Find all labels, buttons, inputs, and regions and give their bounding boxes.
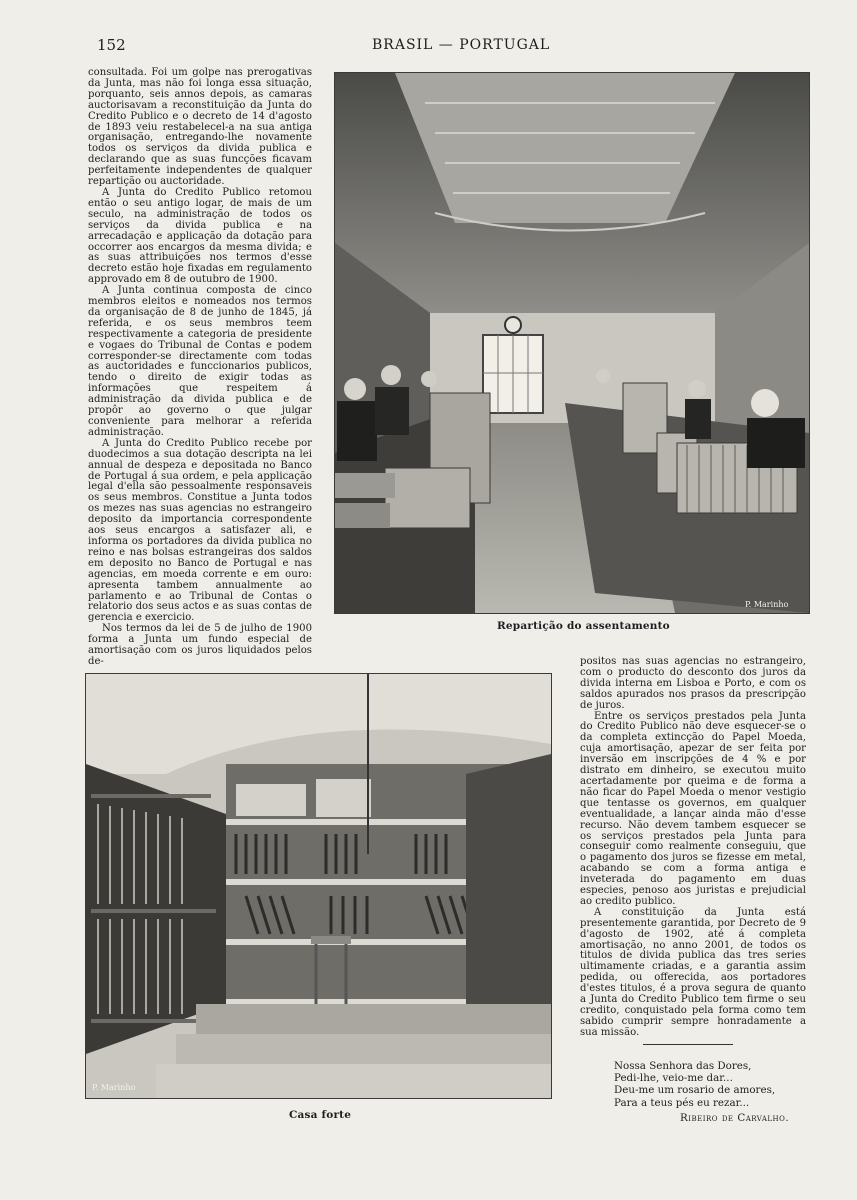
- poem-line: Deu-me um rosario de amores,: [614, 1084, 776, 1097]
- photo-office-corridor: [334, 72, 810, 614]
- paragraph: A Junta do Credito Publico recebe por duodecimos a sua dotação descripta na lei annual de despeza e depositada no Banco de Portugal á sua ordem, e pela applicação legal d'ella são pessoalmente responsaveis os seus membros. Constitue a Junta todos os mezes nas suas agencias no estrangeiro deposito da importancia correspondente aos seus encargos a satisfazer ali, e informa os portadores da divida publica no reino e nas bolsas estrangeiras dos saldos em deposito no Banco de Portugal e nas agencias, em moeda corrente e em ouro: apresenta tambem annualmente ao parlamento e ao Tribunal de Contas o relatorio dos seus actos e as suas contas de gerencia e exercicio.: [88, 437, 312, 624]
- divider: [643, 1044, 733, 1045]
- photo-signature: P. Marinho: [745, 600, 789, 609]
- poem-author: Ribeiro de Carvalho.: [680, 1112, 790, 1124]
- text-column-bottom-right: [580, 657, 806, 1039]
- page-number: 152: [97, 36, 126, 54]
- photo-signature: P. Marinho: [92, 1083, 136, 1092]
- poem-line: Para a teus pés eu rezar...: [614, 1096, 750, 1109]
- photo-caption-bottom: Casa forte: [289, 1109, 352, 1121]
- running-head: BRASIL — PORTUGAL: [372, 37, 551, 53]
- photo-vault: [85, 673, 552, 1099]
- photo-caption-top: Repartição do assentamento: [497, 620, 670, 632]
- paragraph: positos nas suas agencias no estrangeiro, com o producto do desconto dos juros da divida interna em Lisboa e Porto, e com os saldos apurados nos prasos da prescripção de juros.: [580, 656, 806, 711]
- paragraph: Nos termos da lei de 5 de julho de 1900 forma a Junta um fundo especial de amortisação com os juros liquidados pelos de-: [88, 623, 312, 667]
- paragraph: A Junta do Credito Publico retomou então o seu antigo logar, de mais de um seculo, na administração de todos os serviços da divida publica e na arrecadação e applicação da dotação para occorrer aos encargos da mesma divida; e as suas attribuições nos termos d'esse decreto estão hoje fixadas em regulamento approvado em 8 de outubro de 1900.: [88, 186, 312, 286]
- poem-line: Pedi-lhe, veio-me dar...: [614, 1072, 733, 1085]
- paragraph: A constituição da Junta está presentemente garantida, por Decreto de 9 d'agosto de 1902, até á completa amortisação, no anno 2001, de todos os titulos de divida publica das tres series ultimamente criadas, e a garantia assim pedida, ou offerecida, aos portadores d'estes titulos, é a prova segura de quanto a Junta do Credito Publico tem firme o seu credito, conquistado pela forma como tem sabido cumprir sempre honradamente a sua missão.: [580, 906, 806, 1038]
- paragraph: Entre os serviços prestados pela Junta do Credito Publico não deve esquecer-se o da completa extincção do Papel Moeda, cuja amortisação, apezar de ser feita por inversão em inscripções de 4 % e por distrato em dinheiro, se executou muito acertadamente por queima e de forma a não ficar do Papel Moeda o menor vestigio que tentasse os governos, em qualquer eventualidade, a lançar ainda mão d'esse recurso. Não devem tambem esquecer se os serviços prestados pela Junta para conseguir como realmente conseguiu, que o pagamento dos juros se fizesse em metal, acabando se com a forma antiga e inveterada do pagamento em duas especies, penoso aos juristas e prejudicial ao credito publico.: [580, 710, 806, 907]
- poem: [614, 1060, 775, 1109]
- paragraph: A Junta continua composta de cinco membros eleitos e nomeados nos termos da organisação de 8 de junho de 1845, já referida, e os seus membros teem respectivamente a categoria de presidente e vogaes do Tribunal de Contas e podem corresponder-se directamente com todas as auctoridades e funccionarios publicos, tendo o direito de exigir todas as informações que respeitem á administração da divida publica e de propôr ao governo o que julgar conveniente para melhorar a referida administração.: [88, 285, 312, 438]
- text-column-top-left: [88, 68, 312, 668]
- poem-line: Nossa Senhora das Dores,: [614, 1060, 752, 1072]
- paragraph: consultada. Foi um golpe nas prerogativas da Junta, mas não foi longa essa situação, porquanto, seis annos depois, as camaras auctorisavam a reconstituição da Junta do Credito Publico e o decreto de 14 d'agosto de 1893 veiu restabelecel-a na sua antiga organisação, entregando-lhe novamente todos os serviços da divida publica e declarando que as suas funcções ficavam perfeitamente independentes de qualquer repartição ou auctoridade.: [88, 67, 312, 188]
